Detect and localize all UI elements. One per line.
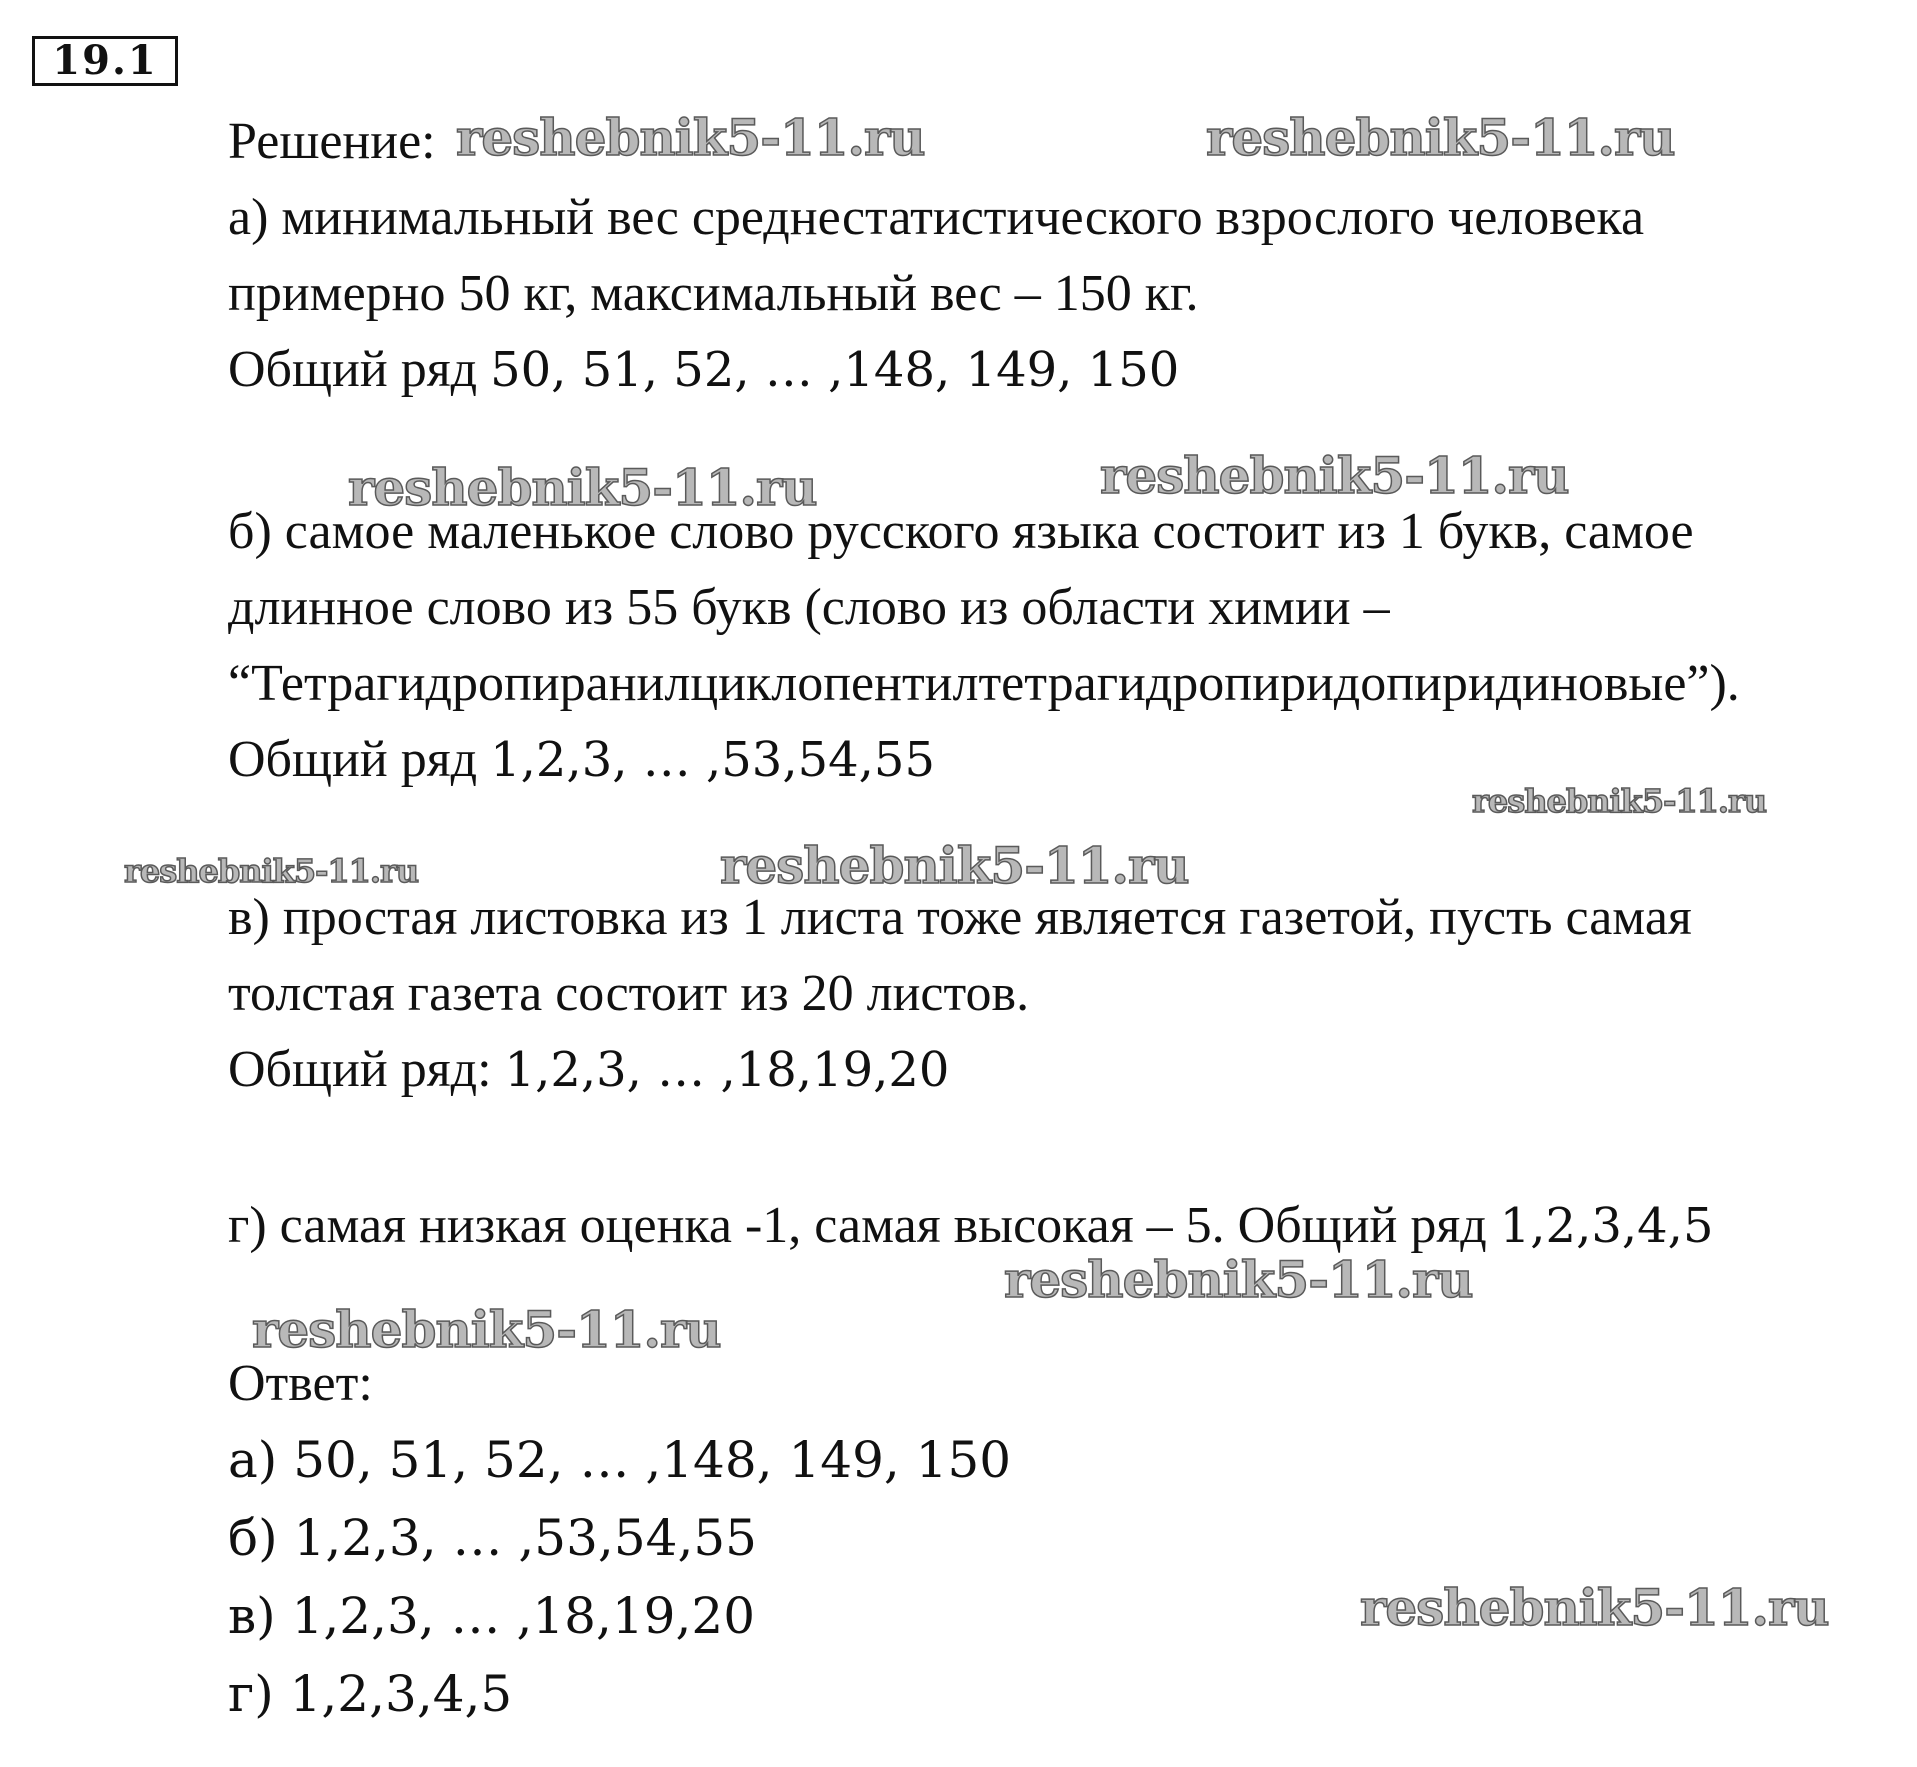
part-a-series-label: Общий ряд — [228, 341, 478, 398]
part-a-series: 50, 51, 52, … ,148, 149, 150 — [490, 342, 1180, 398]
answer-d: г) 1,2,3,4,5 — [228, 1665, 513, 1723]
part-d-series: 1,2,3,4,5 — [1499, 1198, 1714, 1254]
watermark: reshebnik5-11.ru — [1472, 782, 1767, 820]
watermark: reshebnik5-11.ru — [348, 458, 817, 517]
part-c-series-label: Общий ряд: — [228, 1041, 492, 1098]
part-b-series-line — [228, 730, 935, 790]
watermark: reshebnik5-11.ru — [1206, 108, 1675, 167]
part-d-line — [228, 1196, 1713, 1256]
answer-c: в) 1,2,3, … ,18,19,20 — [228, 1587, 756, 1645]
watermark: reshebnik5-11.ru — [1100, 446, 1569, 505]
part-c-line-1: в) простая листовка из 1 листа тоже является газетой, пусть самая — [228, 889, 1692, 946]
part-b-line-1: б) самое маленькое слово русского языка состоит из 1 букв, самое — [228, 503, 1694, 560]
answer-a: а) 50, 51, 52, … ,148, 149, 150 — [228, 1431, 1012, 1489]
part-a-line-1: а) минимальный вес среднестатистического взрослого человека — [228, 189, 1645, 246]
answer-label: Ответ: — [228, 1355, 373, 1412]
watermark: reshebnik5-11.ru — [456, 108, 925, 167]
watermark: reshebnik5-11.ru — [252, 1300, 721, 1359]
part-b-series-label: Общий ряд — [228, 731, 478, 788]
part-c-series: 1,2,3, … ,18,19,20 — [504, 1042, 950, 1098]
part-c-series-line — [228, 1040, 949, 1100]
part-c-line-2: толстая газета состоит из 20 листов. — [228, 965, 1030, 1022]
part-a-series-line — [228, 340, 1179, 400]
part-b-series: 1,2,3, … ,53,54,55 — [490, 732, 936, 788]
solution-label: Решение: — [228, 113, 436, 170]
watermark: reshebnik5-11.ru — [1004, 1250, 1473, 1309]
part-b-line-3: “Тетрагидропиранилциклопентилтетрагидропиридопиридиновые”). — [228, 655, 1740, 712]
problem-number-box: 19.1 — [32, 36, 178, 86]
watermark: reshebnik5-11.ru — [124, 852, 419, 890]
watermark: reshebnik5-11.ru — [1360, 1578, 1829, 1637]
part-d-text: г) самая низкая оценка -1, самая высокая – 5. Общий ряд — [228, 1197, 1487, 1254]
part-b-line-2: длинное слово из 55 букв (слово из области химии – — [228, 579, 1390, 636]
answer-b: б) 1,2,3, … ,53,54,55 — [228, 1509, 757, 1567]
watermark: reshebnik5-11.ru — [720, 836, 1189, 895]
part-a-line-2: примерно 50 кг, максимальный вес – 150 кг. — [228, 265, 1199, 322]
